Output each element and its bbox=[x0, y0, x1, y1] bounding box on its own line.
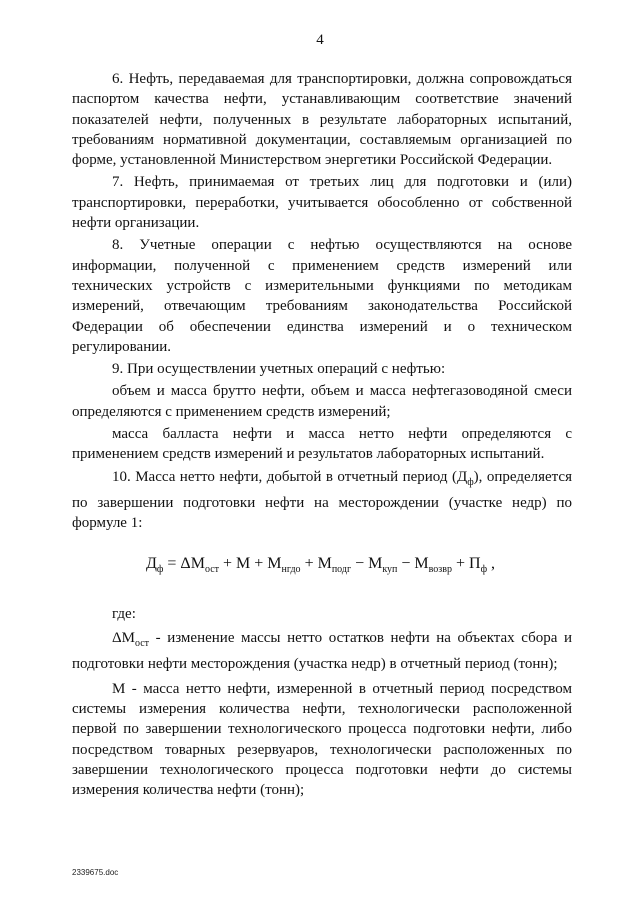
page-number: 4 bbox=[316, 32, 324, 48]
formula-term4-sub: куп bbox=[382, 563, 398, 575]
definition-1-symbol: ΔМ bbox=[112, 630, 135, 647]
definition-delta-m-ost bbox=[72, 628, 572, 675]
paragraph-10 bbox=[72, 467, 572, 534]
formula-minus2: − М bbox=[397, 554, 429, 572]
formula-term2-sub: нгдо bbox=[281, 563, 301, 575]
paragraph-8: 8. Учетные операции с нефтью осуществляются на основе информации, полученной с применением средств измерений или технических устройств с измерительными функциями по методикам измерений, отвечающим требованиям законодательства Российской Федерации об обеспечении единства измерений и о техническом регулировании. bbox=[72, 237, 572, 355]
definition-1-text: - изменение массы нетто остатков нефти на объектах сбора и подготовки нефти месторождения (участка недр) в отчетный период (тонн); bbox=[72, 630, 572, 673]
document-body bbox=[72, 69, 572, 803]
paragraph-9-item-1: объем и масса брутто нефти, объем и масса нефтегазоводяной смеси определяются с применением средств измерений; bbox=[72, 383, 572, 420]
formula-lhs-sub: ф bbox=[156, 563, 164, 575]
formula-tail: , bbox=[487, 554, 496, 572]
paragraph-10-start: 10. Масса нетто нефти, добытой в отчетный период (Д bbox=[112, 468, 468, 485]
formula-minus1: − М bbox=[351, 554, 383, 572]
footer-filename: 2339675.doc bbox=[72, 868, 119, 877]
paragraph-9: 9. При осуществлении учетных операций с нефтью: bbox=[112, 361, 446, 378]
formula-term6-sub: ф bbox=[480, 563, 488, 575]
formula-term3-sub: подг bbox=[331, 563, 352, 575]
formula-lhs: Д bbox=[146, 554, 157, 572]
paragraph-7: 7. Нефть, принимаемая от третьих лиц для подготовки и (или) транспортировки, переработки, учитывается обособленно от собственной нефти организации. bbox=[72, 174, 572, 232]
formula-1 bbox=[146, 554, 572, 580]
definition-m: М - масса нетто нефти, измеренной в отчетный период посредством системы измерения количества нефти, технологически расположенной первой по завершении технологического процесса подготовки нефти, либо посредством товарных резервуаров, технологически расположенных по завершении технологического процесса подготовки нефти до системы измерения количества нефти (тонн); bbox=[72, 680, 572, 799]
formula-plus1: + М + М bbox=[219, 554, 282, 572]
paragraph-9-item-2: масса балласта нефти и масса нетто нефти определяются с применением средств измерений и результатов лабораторных испытаний. bbox=[72, 426, 572, 463]
where-label: где: bbox=[112, 605, 136, 622]
formula-plus2: + М bbox=[300, 554, 332, 572]
paragraph-10-sub: ф bbox=[467, 476, 474, 488]
formula-plus3: + П bbox=[451, 554, 481, 572]
formula-eq: = ΔМ bbox=[163, 554, 205, 572]
formula-term5-sub: возвр bbox=[428, 563, 452, 575]
definition-1-sub: ост bbox=[134, 638, 150, 650]
paragraph-10-end: ), определяется по завершении подготовки нефти на месторождении (участке недр) по формуле 1: bbox=[72, 468, 572, 532]
paragraph-6: 6. Нефть, передаваемая для транспортировки, должна сопровождаться паспортом качества нефти, устанавливающим соответствие значений показателей нефти, полученных в результате лабораторных испытаний, требованиям нормативной документации, составляемым организацией по форме, установленной Министерством энергетики Российской Федерации. bbox=[72, 71, 572, 169]
formula-term1-sub: ост bbox=[204, 563, 220, 575]
